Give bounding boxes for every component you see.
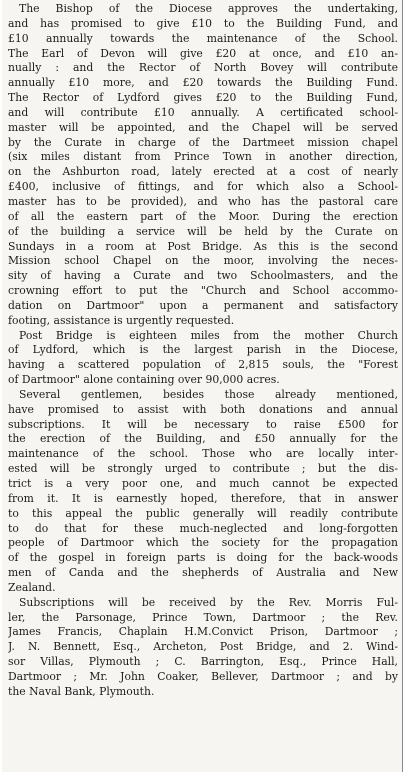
text-line: and will contribute £10 annually. A certificated school- [8, 105, 398, 119]
text-line: of the building a service will be held by the Curate on [8, 224, 398, 238]
paragraph-subscriptions [8, 596, 398, 700]
text-line: dation on Dartmoor" upon a permanent and satisfactory [8, 298, 398, 312]
text-line: to do that for these much-neglected and long-forgotten [8, 521, 398, 535]
text-line: The Rector of Lydford gives £20 to the Building Fund, [8, 91, 398, 105]
text-line: Several gentlemen, besides those already mentioned, [19, 387, 398, 401]
text-line: and has promised to give £10 to the Building Fund, and [8, 16, 398, 30]
text-line: £400, inclusive of fittings, and for which also a School- [8, 180, 398, 194]
text-line: to this appeal the public generally will readily contribute [8, 506, 398, 520]
paragraph-post-bridge [8, 329, 398, 388]
text-line: Dartmoor ; Mr. John Coaker, Bellever, Dartmoor ; and by [8, 669, 398, 683]
text-line: having a scattered population of 2,815 souls, the "Forest [8, 358, 398, 372]
text-line: Sundays in a room at Post Bridge. As this is the second [8, 239, 398, 253]
text-line: on the Ashburton road, lately erected at a cost of nearly [8, 165, 398, 179]
text-line: Post Bridge is eighteen miles from the mother Church [19, 328, 398, 342]
text-line: of Lydford, which is the largest parish in the Diocese, [8, 343, 398, 357]
text-line: have promised to assist with both donations and annual [8, 402, 398, 416]
text-line: crowning effort to put the "Church and School accommo- [8, 284, 398, 298]
text-line: people of Dartmoor which the society for the propagation [8, 536, 398, 550]
text-line: Mission school Chapel on the moor, involving the neces- [8, 254, 398, 268]
text-line: annually £10 more, and £20 towards the Building Fund. [8, 76, 398, 90]
text-line: Zealand. [8, 580, 56, 594]
text-line: J. N. Bennett, Esq., Archeton, Post Bridge, and 2. Wind- [8, 640, 398, 654]
text-line: the Naval Bank, Plymouth. [8, 684, 155, 698]
text-line: £10 annually towards the maintenance of the School. [8, 31, 398, 45]
text-line: James Francis, Chaplain H.M.Convict Prison, Dartmoor ; [8, 625, 398, 639]
text-line: of all the eastern part of the Moor. During the erection [8, 209, 398, 223]
text-line: the erection of the Building, and £50 annually for the [8, 432, 398, 446]
text-line: ler, the Parsonage, Prince Town, Dartmoor ; the Rev. [8, 610, 398, 624]
text-line: master has to be provided), and who has the pastoral care [8, 194, 398, 208]
paragraph-appeal [8, 388, 398, 596]
text-line: footing, assistance is urgently requested. [8, 313, 235, 327]
text-line: of the gospel in foreign parts is doing for the back-woods [8, 551, 398, 565]
text-line: nually : and the Rector of North Bovey will contribute [8, 61, 398, 75]
text-line: (six miles distant from Prince Town in another direction, [8, 150, 398, 164]
paragraph-building-fund [8, 2, 398, 329]
text-line: master will be appointed, and the Chapel will be served [8, 120, 398, 134]
text-line: sor Villas, Plymouth ; C. Barrington, Esq., Prince Hall, [8, 655, 398, 669]
text-line: maintenance of the school. Those who are locally inter- [8, 447, 398, 461]
text-line: men of Canda and the shepherds of Australia and New [8, 566, 398, 580]
text-line: Subscriptions will be received by the Rev. Morris Ful- [19, 595, 398, 609]
text-line: from it. It is earnestly hoped, therefore, that in answer [8, 491, 398, 505]
text-line: by the Curate in charge of the Dartmeet mission chapel [8, 135, 398, 149]
text-line: sity of having a Curate and two Schoolmasters, and the [8, 269, 398, 283]
text-line: of Dartmoor" alone containing over 90,000 acres. [8, 373, 280, 387]
text-line: The Earl of Devon will give £20 at once, and £10 an- [8, 46, 398, 60]
newspaper-column [2, 0, 403, 772]
text-line: The Bishop of the Diocese approves the undertaking, [19, 2, 398, 15]
text-line: ested will be strongly urged to contribute ; but the dis- [8, 462, 398, 476]
text-line: trict is a very poor one, and much cannot be expected [8, 477, 398, 490]
text-line: subscriptions. It will be necessary to raise £500 for [8, 417, 398, 431]
